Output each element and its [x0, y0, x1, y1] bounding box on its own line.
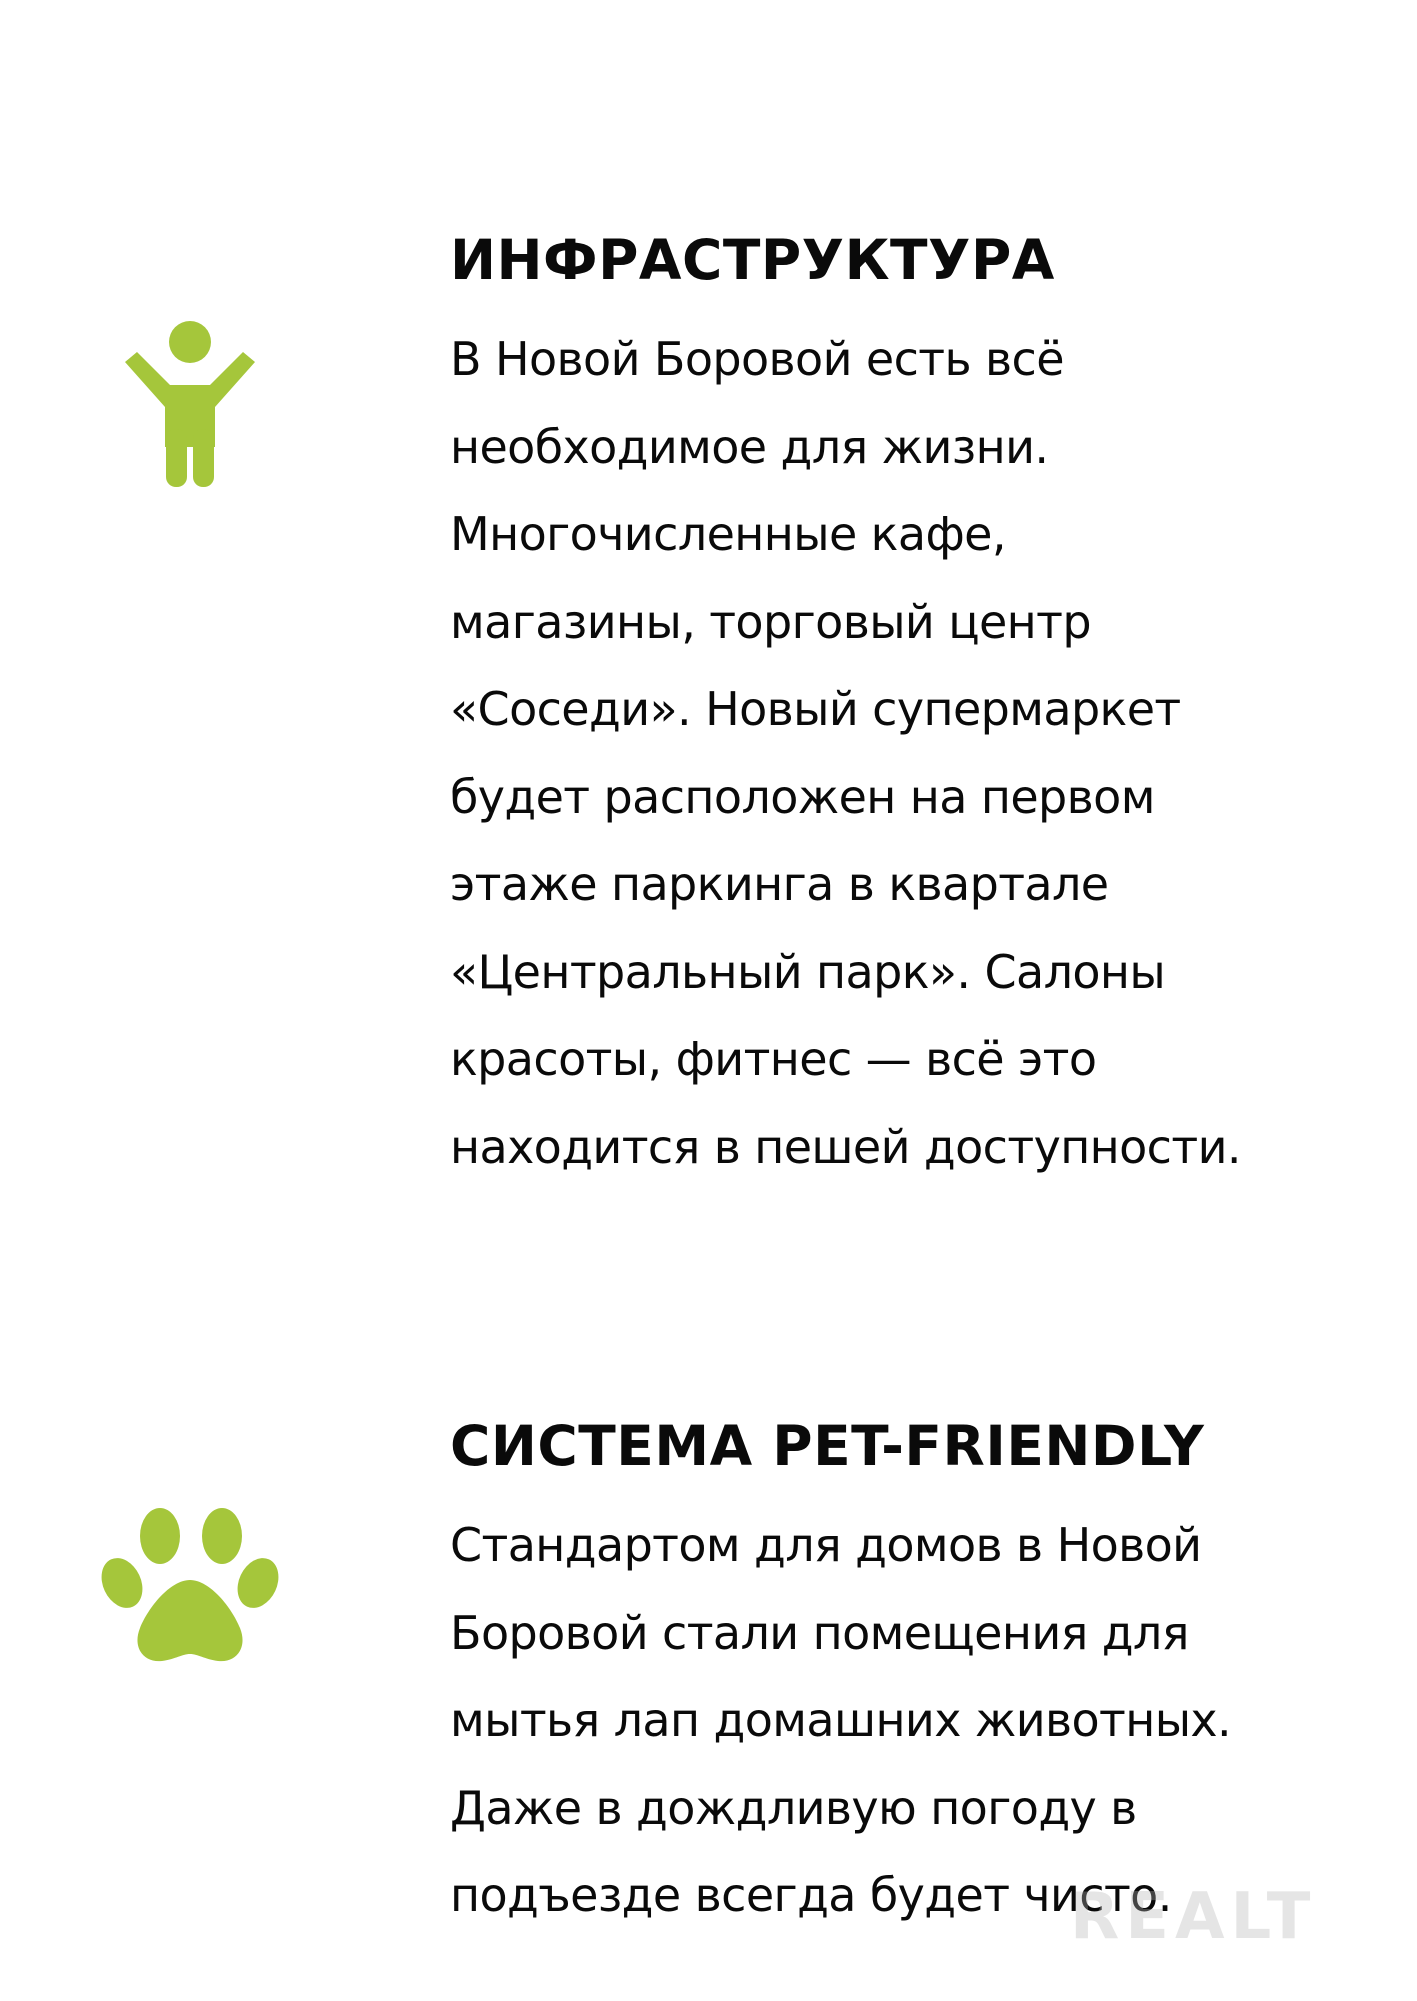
pet-friendly-text — [450, 1408, 1350, 1940]
section-title: СИСТЕМА PET-FRIENDLY — [450, 1414, 1205, 1478]
child-figure-icon — [115, 317, 265, 487]
paw-icon — [100, 1498, 280, 1668]
section-title: ИНФРАСТРУКТУРА — [450, 228, 1055, 292]
section-paragraph: В Новой Боровой есть всё необходимое для жизни. Многочисленные кафе, магазины, торговый центр «Соседи». Новый супермаркет будет расположен на первом этаже паркинга в квартале «Центральный парк». Салоны красоты, фитнес — всё это находится в пешей доступности. — [450, 332, 1241, 1174]
infrastructure-text — [450, 222, 1350, 1191]
watermark-logo: REALT — [1070, 1880, 1317, 1954]
section-paragraph: Стандартом для домов в Новой Боровой стали помещения для мытья лап домашних животных. Даже в дождливую погоду в подъезде всегда будет чисто. — [450, 1518, 1232, 1922]
